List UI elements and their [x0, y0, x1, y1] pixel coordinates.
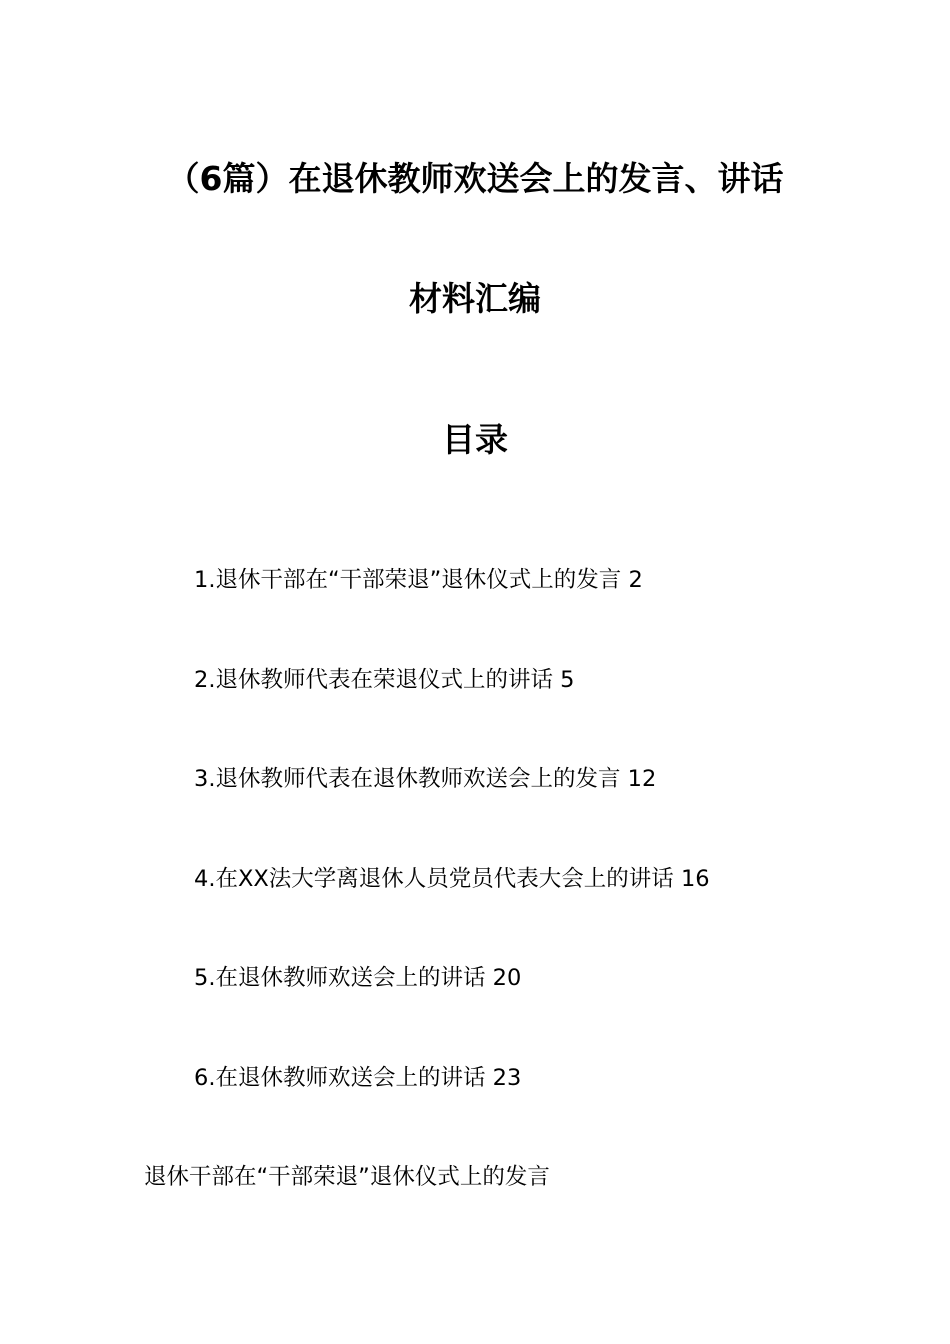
toc-entry-5[interactable] [194, 958, 710, 1058]
toc-entry-page: 2 [628, 567, 643, 593]
toc-entry-title: 1.退休干部在“干部荣退”退休仪式上的发言 [194, 567, 622, 593]
section-heading: 退休干部在“干部荣退”退休仪式上的发言 [144, 1164, 550, 1190]
toc-entry-6[interactable] [194, 1058, 710, 1158]
toc-entry-page: 16 [680, 865, 710, 892]
toc-entry-title: 4.在XX法大学离退休人员党员代表大会上的讲话 [194, 865, 674, 892]
toc-heading: 目录 [442, 420, 508, 459]
toc-entry-3[interactable] [194, 759, 710, 859]
toc-entry-page: 12 [627, 766, 657, 793]
document-title-line-1: （6篇）在退休教师欢送会上的发言、讲话 [166, 159, 784, 198]
toc-entry-title: 5.在退休教师欢送会上的讲话 [194, 965, 486, 992]
toc-entry-2[interactable] [194, 660, 710, 760]
toc-entry-page: 23 [492, 1064, 522, 1091]
toc-entry-4[interactable] [194, 859, 710, 959]
toc-entry-title: 3.退休教师代表在退休教师欢送会上的发言 [194, 766, 621, 793]
toc-entry-page: 20 [492, 965, 522, 992]
toc-entry-page: 5 [560, 666, 575, 693]
toc-entry-1[interactable] [194, 560, 710, 660]
toc-entry-title: 6.在退休教师欢送会上的讲话 [194, 1064, 486, 1091]
table-of-contents [194, 560, 710, 1158]
document-title-line-2: 材料汇编 [409, 279, 541, 318]
toc-entry-title: 2.退休教师代表在荣退仪式上的讲话 [194, 666, 553, 693]
